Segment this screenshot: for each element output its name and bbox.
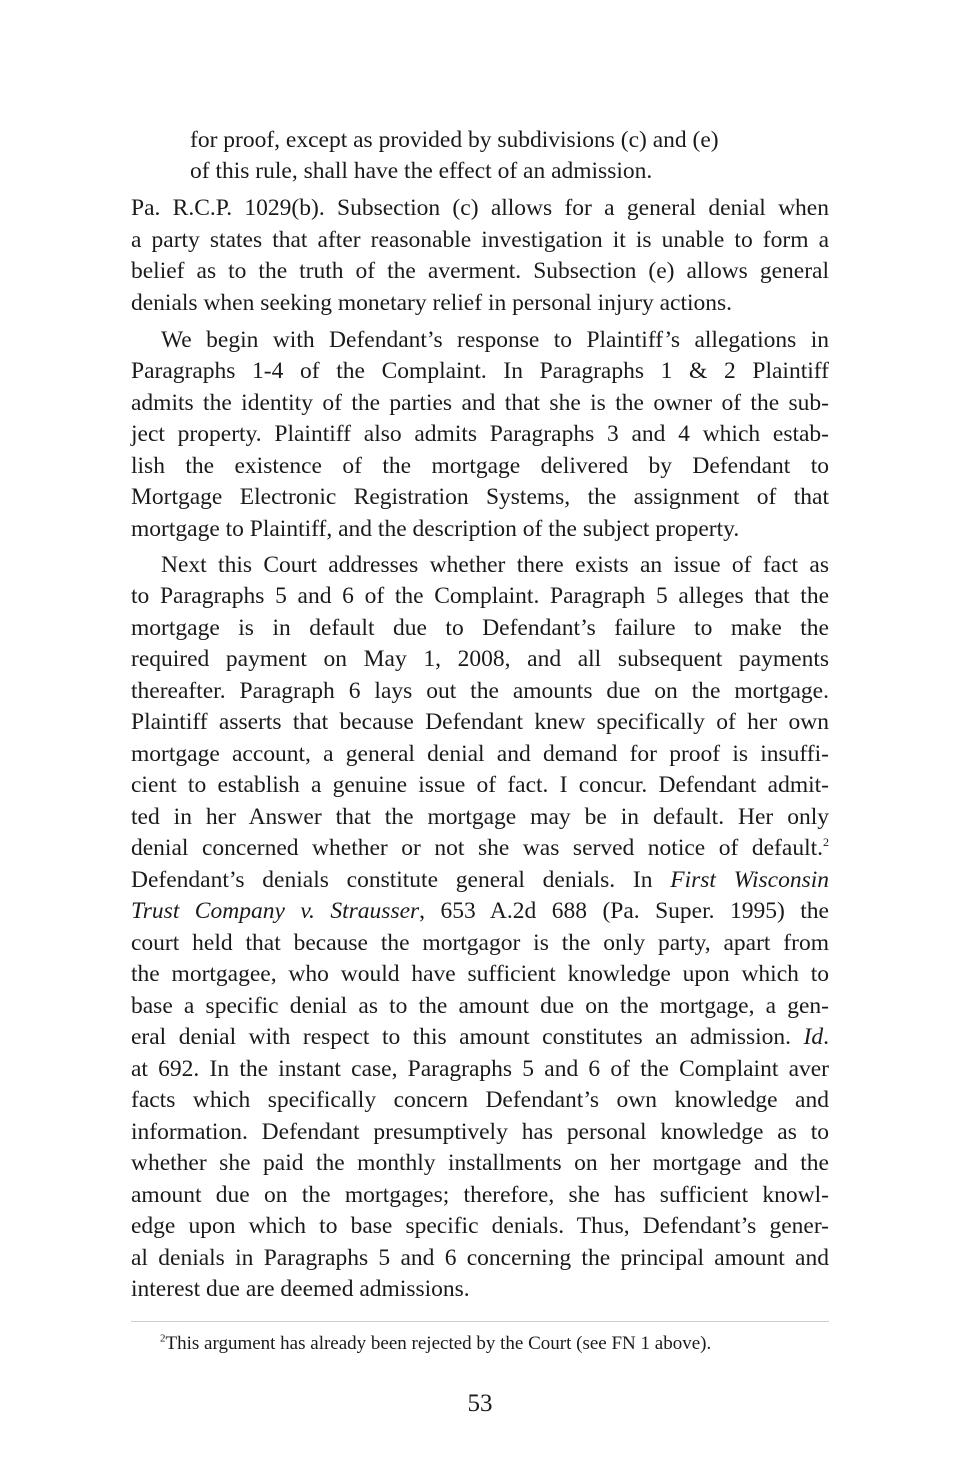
body-text-line: lish the existence of the mortgage delivered by Defendant to (131, 452, 829, 479)
body-text-line: Plaintiff asserts that because Defendant knew specifically of her own (131, 709, 829, 735)
body-text-line: al denials in Paragraphs 5 and 6 concerning the principal amount and (131, 1244, 829, 1271)
body-text-line: court held that because the mortgagor is the only party, apart from (131, 929, 829, 956)
body-text-line: denials when seeking monetary relief in personal injury actions. (131, 289, 733, 316)
case-name: First Wisconsin (670, 866, 830, 893)
body-text-line: facts which specifically concern Defendant’s own knowledge and (131, 1087, 829, 1113)
body-text-span: denial concerned whether or not she was served notice of default. (131, 835, 823, 861)
body-text-line: Paragraphs 1-4 of the Complaint. In Paragraphs 1 & 2 Plaintiff (131, 358, 829, 384)
body-text-line: whether she paid the monthly installments on her mortgage and the (131, 1150, 829, 1176)
body-text-line: amount due on the mortgages; therefore, she has sufficient knowl- (131, 1181, 829, 1208)
body-text-line: admits the identity of the parties and that she is the owner of the sub- (131, 389, 829, 416)
page-number: 53 (467, 1390, 493, 1417)
body-text-line: Mortgage Electronic Registration Systems, the assignment of that (131, 484, 829, 510)
case-name: Trust Company v. Strausser (131, 898, 420, 924)
body-text-line: belief as to the truth of the averment. Subsection (e) allows general (131, 258, 829, 284)
body-text-span: . (823, 1024, 829, 1050)
body-text-line: ted in her Answer that the mortgage may be in default. Her only (131, 803, 829, 830)
body-text-line (131, 833, 829, 865)
body-text-line: a party states that after reasonable investigation it is unable to form a (131, 226, 829, 253)
body-text-line: to Paragraphs 5 and 6 of the Complaint. Paragraph 5 alleges that the (131, 583, 829, 609)
body-text-line: at 692. In the instant case, Paragraphs 5 and 6 of the Complaint aver (131, 1055, 829, 1082)
body-text-line (131, 896, 829, 928)
body-text-span: Defendant’s denials constitute general denials. In (131, 866, 671, 893)
footnote (160, 1330, 711, 1358)
body-text-line: Next this Court addresses whether there exists an issue of fact as (161, 551, 829, 578)
body-text-line: the mortgagee, who would have sufficient knowledge upon which to (131, 961, 829, 987)
body-text-line: We begin with Defendant’s response to Plaintiff’s allegations in (161, 326, 829, 353)
footnote-text: This argument has already been rejected by the Court (see FN 1 above). (165, 1333, 712, 1354)
body-text-line: information. Defendant presumptively has personal knowledge as to (131, 1118, 829, 1145)
citation-id: Id (803, 1024, 824, 1050)
body-text-line: edge upon which to base specific denials. Thus, Defendant’s gener- (131, 1213, 829, 1239)
body-text-line: required payment on May 1, 2008, and all subsequent payments (131, 646, 829, 672)
body-text-line: Pa. R.C.P. 1029(b). Subsection (c) allows for a general denial when (131, 195, 829, 221)
block-quote-line: of this rule, shall have the effect of an admission. (190, 158, 653, 184)
body-text-line: mortgage is in default due to Defendant’s failure to make the (131, 614, 829, 641)
body-text-line: ject property. Plaintiff also admits Paragraphs 3 and 4 which estab- (131, 421, 829, 447)
body-text-span: , 653 A.2d 688 (Pa. Super. 1995) the (419, 898, 829, 924)
body-text-line: cient to establish a genuine issue of fact. I concur. Defendant admit- (131, 772, 829, 798)
body-text-span: eral denial with respect to this amount constitutes an admission. (131, 1024, 804, 1050)
body-text-line: base a specific denial as to the amount due on the mortgage, a gen- (131, 992, 829, 1019)
body-text-line: interest due are deemed admissions. (131, 1276, 470, 1302)
body-text-line (131, 1022, 829, 1054)
footnote-reference: 2 (823, 835, 829, 850)
footnote-divider (131, 1321, 829, 1322)
body-text-line: mortgage to Plaintiff, and the description of the subject property. (131, 515, 740, 542)
block-quote-line: for proof, except as provided by subdivisions (c) and (e) (190, 127, 719, 153)
body-text-line: mortgage account, a general denial and demand for proof is insuffi- (131, 740, 829, 767)
footnote-mark: 2 (160, 1332, 166, 1345)
body-text-line (131, 865, 829, 897)
body-text-line: thereafter. Paragraph 6 lays out the amounts due on the mortgage. (131, 677, 829, 704)
